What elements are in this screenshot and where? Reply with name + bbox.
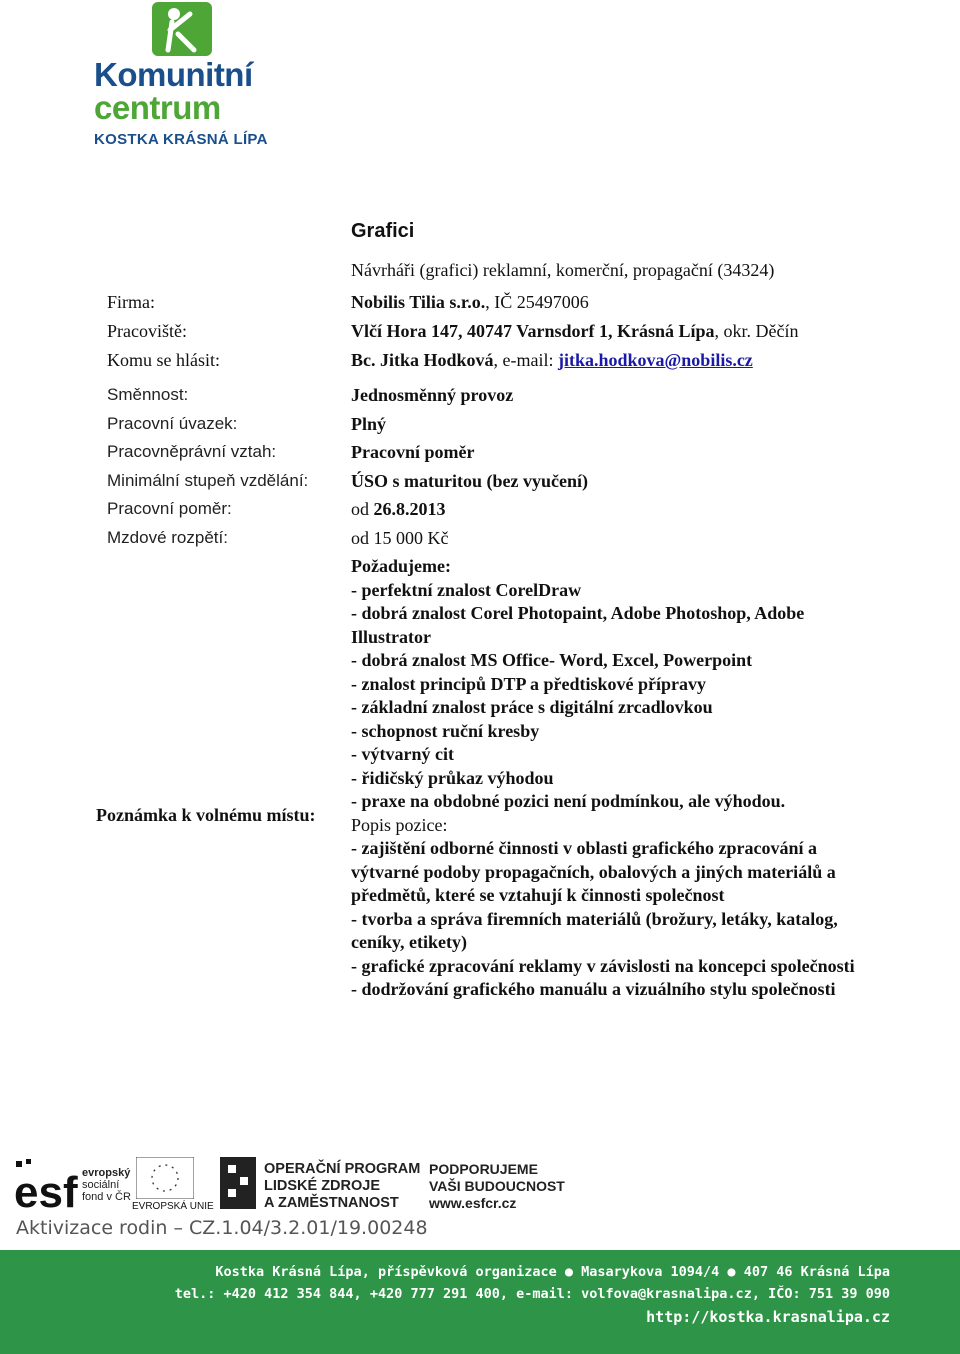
footer-contacts: tel.: +420 412 354 844, +420 777 291 400, e-mail: volfova@krasnalipa.cz, IČO: 751 39 090 [174, 1286, 890, 1302]
esf-line: evropský [82, 1167, 131, 1179]
uvazek-label: Pracovní úvazek: [107, 414, 238, 433]
pracoviste-value [351, 320, 799, 342]
requirement-item: - dobrá znalost Corel Photopaint, Adobe Photoshop, Adobe Illustrator [351, 603, 805, 647]
requirements-block [351, 555, 871, 1002]
description-item: - tvorba a správa firemních materiálů (brožury, letáky, katalog, ceníky, etikety) [351, 908, 838, 952]
support-web: www.esfcr.cz [429, 1195, 517, 1211]
pomer-value [351, 498, 446, 520]
eu-flag-icon [136, 1157, 194, 1199]
logo-text-kostka: KOSTKA KRÁSNÁ LÍPA [94, 131, 268, 148]
requirement-item: - dobrá znalost MS Office- Word, Excel, Powerpoint [351, 650, 753, 670]
email-prefix: , e-mail: [493, 350, 559, 370]
smennost-label: Směnnost: [107, 385, 189, 404]
footer-address: Kostka Krásná Lípa, příspěvková organizace ● Masarykova 1094/4 ● 407 46 Krásná Lípa [215, 1264, 890, 1280]
vzdelani-label: Minimální stupeň vzdělání: [107, 471, 309, 490]
requirements-heading: Požadujeme: [351, 556, 451, 576]
pracoviste-label: Pracoviště: [107, 321, 187, 341]
vztah-value: Pracovní poměr [351, 442, 475, 462]
op-line: A ZAMĚSTNANOST [264, 1195, 399, 1211]
organization-logo [92, 0, 292, 155]
project-code: Aktivizace rodin – CZ.1.04/3.2.01/19.00248 [16, 1217, 428, 1239]
op-line: LIDSKÉ ZDROJE [264, 1178, 381, 1194]
mzda-value: od 15 000 Kč [351, 528, 449, 548]
firma-ic: , IČ 25497006 [485, 292, 589, 312]
esf-logo-icon [14, 1157, 84, 1213]
funding-logos [14, 1155, 574, 1245]
op-line: OPERAČNÍ PROGRAM [264, 1161, 421, 1177]
logo-figure-icon [92, 0, 292, 60]
support-text [429, 1161, 565, 1212]
description-item: - zajištění odborné činnosti v oblasti grafického zpracování a výtvarné podoby propagačních, obalových a jiných materiálů a předmětů, které se vztahují k činnosti společnost [351, 838, 836, 905]
requirement-item: - perfektní znalost CorelDraw [351, 579, 582, 600]
logo-text-komunitni: Komunitní [94, 56, 253, 93]
footer-bar [0, 1250, 960, 1354]
komu-label: Komu se hlásit: [107, 350, 220, 370]
esf-line: sociální [82, 1179, 120, 1191]
requirement-item: - výtvarný cit [351, 744, 454, 764]
requirement-item: - řidičský průkaz výhodou [351, 767, 554, 788]
notes-label: Poznámka k volnému místu: [96, 805, 316, 825]
requirement-item: - znalost principů DTP a předtiskové přípravy [351, 673, 707, 694]
firma-name: Nobilis Tilia s.r.o. [351, 292, 486, 312]
eu-label: EVROPSKÁ UNIE [132, 1201, 214, 1212]
esf-text [82, 1167, 131, 1203]
firma-value [351, 291, 589, 313]
uvazek-value: Plný [351, 414, 387, 434]
op-text [264, 1161, 420, 1212]
pomer-label: Pracovní poměr: [107, 499, 232, 518]
smennost-value: Jednosměnný provoz [351, 385, 514, 405]
page-title: Grafici [351, 220, 415, 242]
description-heading: Popis pozice: [351, 814, 448, 835]
pracoviste-address: Vlčí Hora 147, 40747 Varnsdorf 1, Krásná Lípa [351, 321, 715, 341]
vztah-label: Pracovněprávní vztah: [107, 442, 277, 461]
pomer-prefix: od [351, 499, 374, 519]
email-link[interactable]: jitka.hodkova@nobilis.cz [558, 350, 753, 370]
logo-text-centrum: centrum [94, 89, 221, 126]
requirement-item: - praxe na obdobné pozici není podmínkou, ale výhodou. [351, 791, 786, 811]
contact-name: Bc. Jitka Hodková [351, 350, 494, 370]
support-line: VAŠI BUDOUCNOST [429, 1178, 565, 1194]
esf-line: fond v ČR [82, 1191, 131, 1203]
firma-label: Firma: [107, 292, 155, 312]
description-item: - dodržování grafického manuálu a vizuálního stylu společnosti [351, 979, 836, 999]
op-lzz-logo-icon [220, 1157, 256, 1209]
pomer-date: 26.8.2013 [373, 499, 446, 519]
support-line: PODPORUJEME [429, 1161, 538, 1177]
mzda-label: Mzdové rozpětí: [107, 528, 228, 547]
footer-web-link[interactable]: http://kostka.krasnalipa.cz [646, 1308, 890, 1326]
requirement-item: - základní znalost práce s digitální zrcadlovkou [351, 697, 713, 717]
description-item: - grafické zpracování reklamy v závislosti na koncepci společnosti [351, 955, 855, 976]
svg-text:esf: esf [14, 1168, 78, 1213]
requirement-item: - schopnost ruční kresby [351, 720, 540, 741]
pracoviste-district: , okr. Děčín [714, 321, 799, 341]
komu-value [351, 349, 753, 371]
job-subtitle: Návrháři (grafici) reklamní, komerční, propagační (34324) [351, 260, 775, 280]
vzdelani-value: ÚSO s maturitou (bez vyučení) [351, 471, 588, 491]
